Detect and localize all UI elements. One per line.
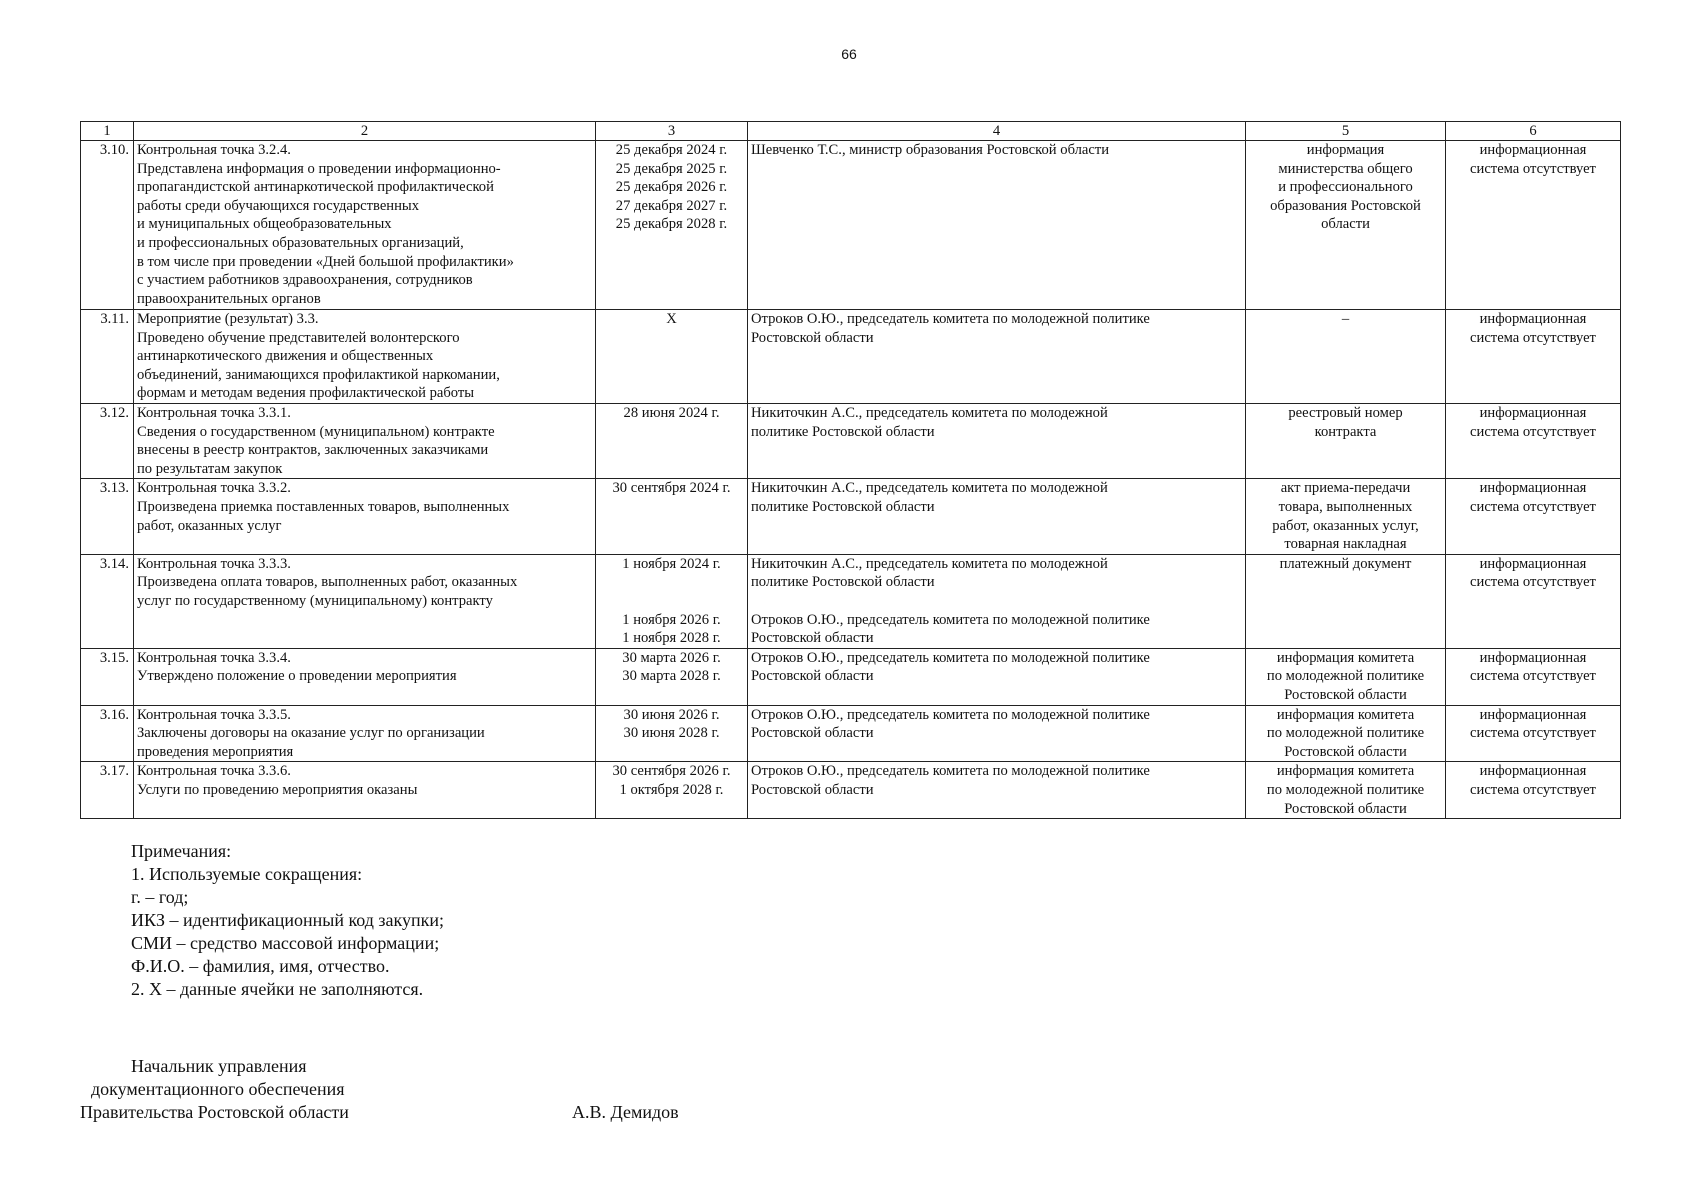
cell-system-line: система отсутствует <box>1470 423 1596 440</box>
cell-system-line: информационная <box>1479 142 1587 158</box>
cell-responsible-line: Отроков О.Ю., председатель комитета по молодежной политике <box>751 706 1150 723</box>
header-col-1: 1 <box>81 122 134 141</box>
notes-line: г. – год; <box>131 887 189 907</box>
cell-description-line: Мероприятие (результат) 3.3. <box>137 311 319 327</box>
cell-dates-line: 30 сентября 2026 г. <box>612 763 731 780</box>
notes-line: Ф.И.О. – фамилия, имя, отчество. <box>131 956 390 976</box>
cell-dates-line: 30 марта 2026 г. <box>622 649 721 666</box>
signature-position-line: Начальник управления <box>131 1056 307 1076</box>
cell-system-line: информационная <box>1479 706 1587 723</box>
cell-description-line: работы среди обучающихся государственных <box>137 197 420 214</box>
table-row <box>81 310 1621 404</box>
cell-responsible-line: Ростовской области <box>751 630 874 647</box>
cell-number: 3.15. <box>81 648 134 705</box>
cell-number: 3.12. <box>81 404 134 479</box>
cell-system-line: система отсутствует <box>1470 160 1596 177</box>
cell-document <box>1246 762 1446 819</box>
signature-position-line: Правительства Ростовской области <box>80 1102 349 1122</box>
cell-dates <box>596 141 748 310</box>
cell-description-line: объединений, занимающихся профилактикой наркомании, <box>137 366 500 383</box>
cell-number: 3.13. <box>81 479 134 554</box>
cell-system-line: информационная <box>1479 763 1587 780</box>
cell-responsible-line <box>751 592 1242 611</box>
cell-responsible-line: Отроков О.Ю., председатель комитета по молодежной политике <box>751 763 1150 780</box>
cell-dates-line: 25 декабря 2025 г. <box>615 160 728 177</box>
cell-dates-line: 1 ноября 2026 г. <box>622 611 721 628</box>
cell-document-line: реестровый номер <box>1288 405 1403 421</box>
cell-description-line: и профессиональных образовательных организаций, <box>137 234 464 251</box>
cell-document-line: министерства общего <box>1278 160 1413 177</box>
cell-document <box>1246 705 1446 762</box>
cell-system <box>1446 479 1621 554</box>
cell-system-line: информационная <box>1479 480 1587 497</box>
cell-description-line: Представлена информация о проведении информационно- <box>137 160 501 177</box>
notes-line: 1. Используемые сокращения: <box>131 864 363 884</box>
cell-description-line: пропагандистской антинаркотической профилактической <box>137 179 494 196</box>
cell-description-line: Утверждено положение о проведении мероприятия <box>137 668 457 685</box>
cell-document-line: товара, выполненных <box>1278 498 1413 515</box>
cell-responsible-line: Отроков О.Ю., председатель комитета по молодежной политике <box>751 611 1150 628</box>
cell-dates-line: 30 сентября 2024 г. <box>612 480 731 497</box>
cell-system <box>1446 404 1621 479</box>
cell-dates-line: 1 октября 2028 г. <box>619 781 724 798</box>
cell-dates <box>596 648 748 705</box>
cell-document-line: товарная накладная <box>1284 536 1407 553</box>
cell-responsible-line: Ростовской области <box>751 725 874 742</box>
cell-responsible-line: Ростовской области <box>751 668 874 685</box>
cell-document <box>1246 141 1446 310</box>
cell-responsible-line: Ростовской области <box>751 329 874 346</box>
cell-document-line: работ, оказанных услуг, <box>1272 517 1419 534</box>
cell-system-line: информационная <box>1479 311 1587 327</box>
cell-system <box>1446 648 1621 705</box>
cell-responsible-line: политике Ростовской области <box>751 423 935 440</box>
cell-number: 3.16. <box>81 705 134 762</box>
cell-document-line: по молодежной политике <box>1266 725 1425 742</box>
notes-line: СМИ – средство массовой информации; <box>131 933 440 953</box>
cell-description-line: по результатам закупок <box>137 460 283 477</box>
header-col-2: 2 <box>134 122 596 141</box>
cell-document <box>1246 479 1446 554</box>
cell-description-line: Контрольная точка 3.3.5. <box>137 706 291 723</box>
cell-description <box>134 479 596 554</box>
signer-name: А.В. Демидов <box>572 1102 679 1122</box>
cell-dates-line: 30 июня 2026 г. <box>623 706 720 723</box>
cell-document <box>1246 310 1446 404</box>
cell-description-line: Контрольная точка 3.3.4. <box>137 649 291 666</box>
cell-document-line: Ростовской области <box>1284 743 1407 760</box>
cell-dates <box>596 404 748 479</box>
cell-dates-line: 25 декабря 2024 г. <box>615 142 728 158</box>
cell-system <box>1446 705 1621 762</box>
cell-dates-line: 1 ноября 2024 г. <box>622 555 721 572</box>
cell-description <box>134 762 596 819</box>
cell-description-line: Контрольная точка 3.2.4. <box>137 142 291 158</box>
cell-responsible-line: Отроков О.Ю., председатель комитета по молодежной политике <box>751 311 1150 327</box>
cell-system-line: информационная <box>1479 405 1587 421</box>
cell-document-line: платежный документ <box>1279 555 1412 572</box>
cell-system-line: система отсутствует <box>1470 725 1596 742</box>
cell-description <box>134 404 596 479</box>
cell-description-line: Сведения о государственном (муниципальном) контракте <box>137 423 495 440</box>
cell-document <box>1246 554 1446 648</box>
cell-document-line: информация комитета <box>1276 706 1415 723</box>
cell-dates-line: 25 декабря 2028 г. <box>615 216 728 233</box>
cell-responsible-line: Ростовской области <box>751 781 874 798</box>
cell-description <box>134 705 596 762</box>
cell-description-line: формам и методам ведения профилактической работы <box>137 385 475 402</box>
notes <box>131 840 444 1001</box>
notes-title: Примечания: <box>131 841 232 861</box>
cell-description-line: Произведена приемка поставленных товаров, выполненных <box>137 498 510 515</box>
cell-document-line: образования Ростовской <box>1270 197 1421 214</box>
cell-dates-line: 30 марта 2028 г. <box>622 668 721 685</box>
cell-description-line: Контрольная точка 3.3.2. <box>137 480 291 497</box>
cell-description-line: и муниципальных общеобразовательных <box>137 216 392 233</box>
cell-description-line: правоохранительных органов <box>137 290 321 307</box>
cell-responsible-line: Никиточкин А.С., председатель комитета по молодежной <box>751 555 1108 572</box>
cell-document-line: области <box>1321 216 1370 233</box>
cell-responsible <box>748 648 1246 705</box>
header-col-5: 5 <box>1246 122 1446 141</box>
table-row <box>81 648 1621 705</box>
cell-description-line: работ, оказанных услуг <box>137 517 282 534</box>
cell-number: 3.14. <box>81 554 134 648</box>
notes-line: ИКЗ – идентификационный код закупки; <box>131 910 445 930</box>
cell-dates-line: 28 июня 2024 г. <box>623 405 720 421</box>
cell-document-line: Ростовской области <box>1284 686 1407 703</box>
cell-document-line: информация <box>1306 142 1385 158</box>
notes-line: 2. Х – данные ячейки не заполняются. <box>131 979 424 999</box>
cell-document-line: информация комитета <box>1276 649 1415 666</box>
cell-system-line: система отсутствует <box>1470 574 1596 591</box>
cell-dates <box>596 762 748 819</box>
cell-document-line: и профессионального <box>1278 179 1413 196</box>
plan-table <box>80 121 1621 819</box>
cell-description-line: проведения мероприятия <box>137 743 294 760</box>
cell-responsible <box>748 705 1246 762</box>
cell-responsible-line: Никиточкин А.С., председатель комитета по молодежной <box>751 480 1108 497</box>
cell-system <box>1446 141 1621 310</box>
cell-description <box>134 310 596 404</box>
cell-dates <box>596 310 748 404</box>
cell-document <box>1246 648 1446 705</box>
cell-responsible <box>748 310 1246 404</box>
cell-description <box>134 554 596 648</box>
cell-description-line: Контрольная точка 3.3.1. <box>137 405 291 421</box>
cell-description-line: Контрольная точка 3.3.3. <box>137 555 291 572</box>
cell-description <box>134 141 596 310</box>
table-row <box>81 404 1621 479</box>
cell-dates <box>596 554 748 648</box>
cell-responsible <box>748 554 1246 648</box>
cell-system-line: информационная <box>1479 649 1587 666</box>
cell-dates-line: 27 декабря 2027 г. <box>615 197 728 214</box>
cell-document-line: контракта <box>1314 423 1377 440</box>
cell-dates-line <box>599 592 744 611</box>
cell-description-line: Контрольная точка 3.3.6. <box>137 763 291 780</box>
cell-dates-line <box>599 573 744 592</box>
cell-system <box>1446 554 1621 648</box>
cell-document-line: – <box>1341 311 1350 327</box>
cell-description-line: антинаркотического движения и общественных <box>137 348 434 365</box>
cell-responsible <box>748 141 1246 310</box>
table-header-row <box>81 122 1621 141</box>
cell-system <box>1446 762 1621 819</box>
cell-document-line: акт приема-передачи <box>1280 480 1411 497</box>
cell-description-line: внесены в реестр контрактов, заключенных заказчиками <box>137 442 489 459</box>
table-row <box>81 479 1621 554</box>
signature-position-line: документационного обеспечения <box>91 1079 345 1099</box>
cell-number: 3.11. <box>81 310 134 404</box>
cell-system <box>1446 310 1621 404</box>
cell-responsible-line: политике Ростовской области <box>751 498 935 515</box>
cell-description-line: Проведено обучение представителей волонтерского <box>137 329 460 346</box>
cell-dates <box>596 705 748 762</box>
cell-dates-line: 30 июня 2028 г. <box>623 725 720 742</box>
table-row <box>81 554 1621 648</box>
cell-description-line: услуг по государственному (муниципальному) контракту <box>137 592 493 609</box>
cell-responsible <box>748 479 1246 554</box>
cell-responsible <box>748 762 1246 819</box>
cell-responsible <box>748 404 1246 479</box>
cell-document-line: информация комитета <box>1276 763 1415 780</box>
cell-system-line: система отсутствует <box>1470 781 1596 798</box>
cell-dates-line: 1 ноября 2028 г. <box>622 630 721 647</box>
table-row <box>81 705 1621 762</box>
cell-document-line: по молодежной политике <box>1266 781 1425 798</box>
header-col-6: 6 <box>1446 122 1621 141</box>
cell-description <box>134 648 596 705</box>
cell-description-line: в том числе при проведении «Дней большой профилактики» <box>137 253 514 270</box>
cell-responsible-line: Отроков О.Ю., председатель комитета по молодежной политике <box>751 649 1150 666</box>
cell-system-line: система отсутствует <box>1470 668 1596 685</box>
signature-position <box>80 1055 349 1124</box>
table-row <box>81 141 1621 310</box>
cell-responsible-line: политике Ростовской области <box>751 574 935 591</box>
cell-description-line: Заключены договоры на оказание услуг по организации <box>137 725 485 742</box>
cell-description-line: Произведена оплата товаров, выполненных работ, оказанных <box>137 574 518 591</box>
page-number: 66 <box>841 46 857 62</box>
cell-number: 3.10. <box>81 141 134 310</box>
cell-number: 3.17. <box>81 762 134 819</box>
cell-document-line: по молодежной политике <box>1266 668 1425 685</box>
cell-description-line: Услуги по проведению мероприятия оказаны <box>137 781 418 798</box>
cell-dates-line: Х <box>666 311 677 327</box>
cell-description-line: с участием работников здравоохранения, сотрудников <box>137 272 473 289</box>
table-row <box>81 762 1621 819</box>
header-col-3: 3 <box>596 122 748 141</box>
cell-responsible-line: Никиточкин А.С., председатель комитета по молодежной <box>751 405 1108 421</box>
cell-dates-line: 25 декабря 2026 г. <box>615 179 728 196</box>
cell-system-line: информационная <box>1479 555 1587 572</box>
cell-dates <box>596 479 748 554</box>
cell-document <box>1246 404 1446 479</box>
cell-responsible-line: Шевченко Т.С., министр образования Ростовской области <box>751 142 1110 158</box>
cell-document-line: Ростовской области <box>1284 800 1407 817</box>
cell-system-line: система отсутствует <box>1470 329 1596 346</box>
cell-system-line: система отсутствует <box>1470 498 1596 515</box>
header-col-4: 4 <box>748 122 1246 141</box>
